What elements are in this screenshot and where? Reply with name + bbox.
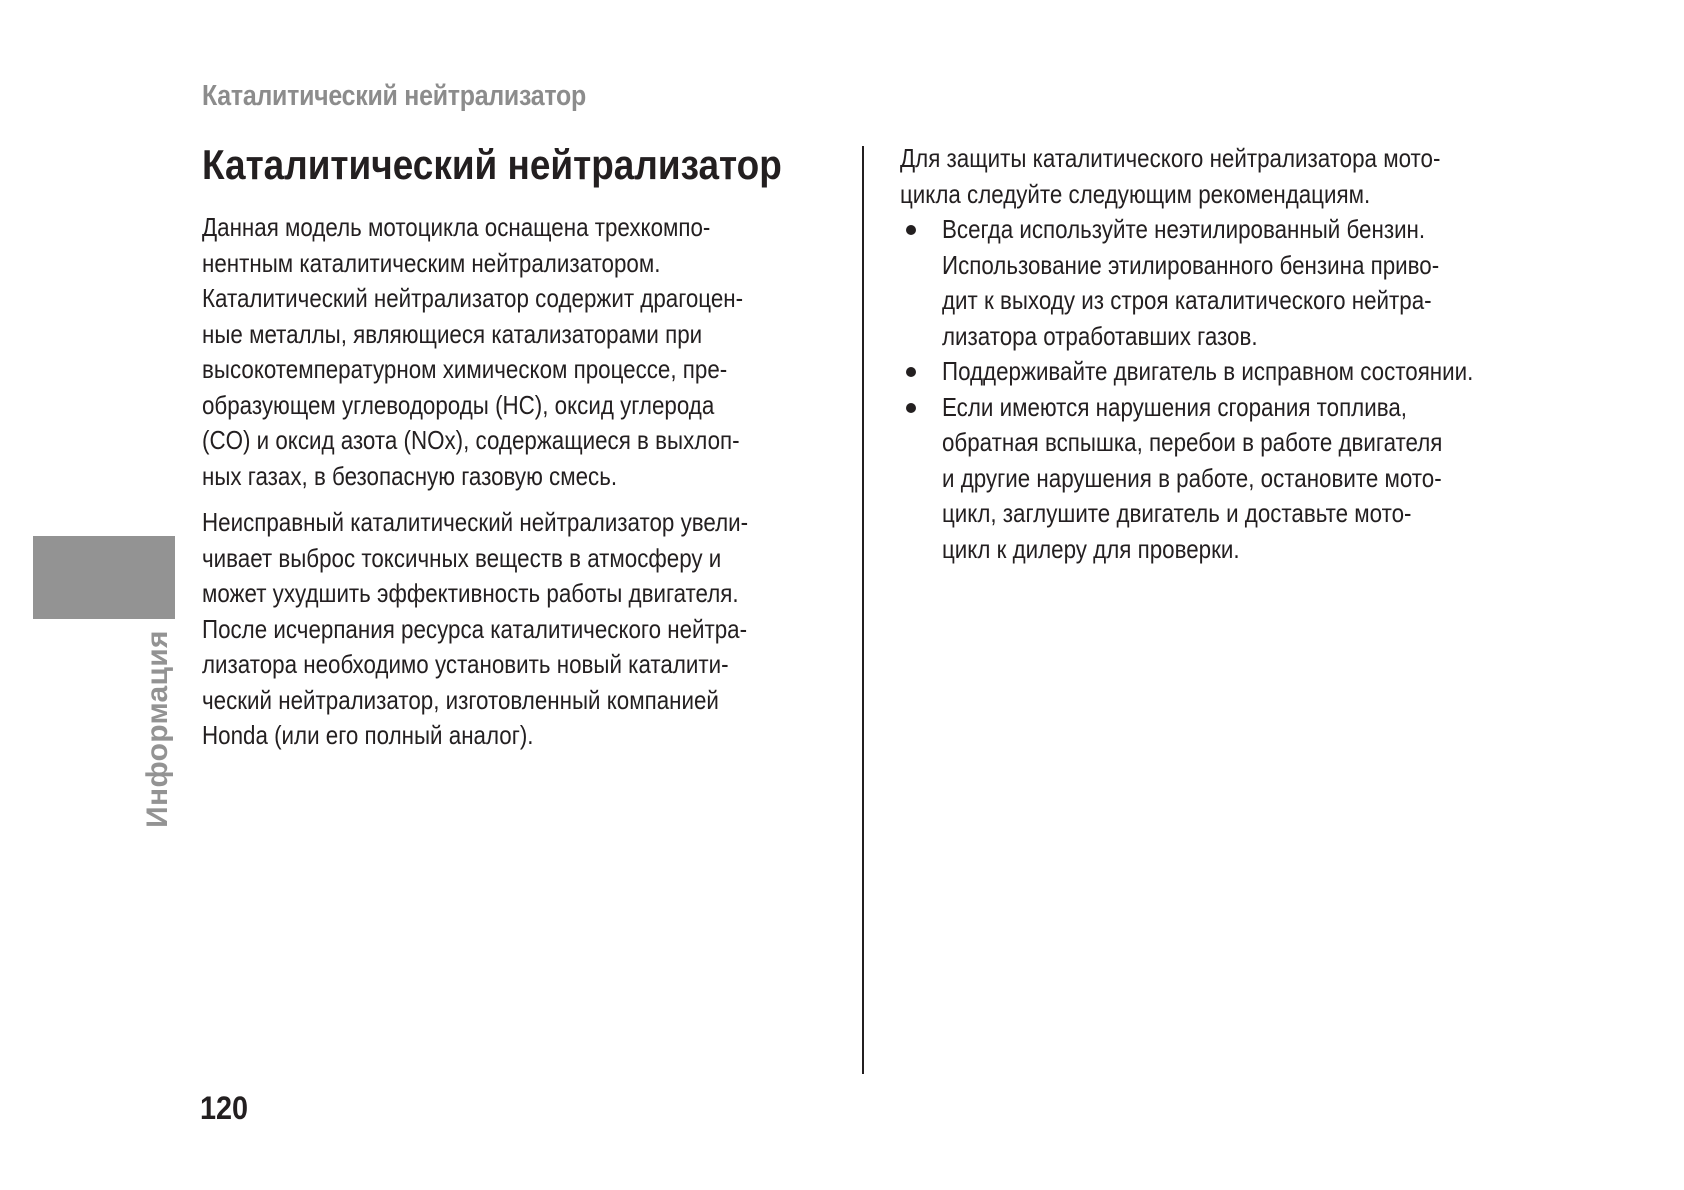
bullet-icon — [906, 225, 916, 235]
list-item — [900, 212, 1560, 354]
text-line: ных газах, в безопасную газовую смесь. — [202, 460, 618, 491]
column-divider — [862, 146, 864, 1074]
section-label: Информация — [141, 630, 174, 828]
bullet-icon — [906, 367, 916, 377]
left-column — [202, 138, 842, 765]
text-line: Данная модель мотоцикла оснащена трехкомпо- — [202, 212, 711, 242]
text-line: обратная вспышка, перебои в работе двигателя — [942, 427, 1443, 457]
text-line: лизатора необходимо установить новый каталити- — [202, 649, 729, 679]
page-number: 120 — [200, 1090, 249, 1126]
intro-paragraph — [900, 141, 1560, 212]
text-line: Поддерживайте двигатель в исправном состоянии. — [942, 356, 1474, 386]
section-tab — [33, 536, 175, 619]
text-line: (CO) и оксид азота (NOx), содержащиеся в выхлоп- — [202, 425, 740, 455]
text-line: Honda (или его полный аналог). — [202, 720, 534, 750]
text-line: может ухудшить эффективность работы двигателя. — [202, 578, 739, 608]
text-line: Каталитический нейтрализатор содержит драгоцен- — [202, 283, 744, 313]
text-line: лизатора отработавших газов. — [942, 320, 1258, 351]
text-line: и другие нарушения в работе, остановите мото- — [942, 462, 1442, 493]
text-line: цикл к дилеру для проверки. — [942, 533, 1240, 564]
bullet-icon — [906, 403, 916, 413]
paragraph-1 — [202, 210, 842, 494]
list-item — [900, 390, 1560, 568]
text-line: После исчерпания ресурса каталитического нейтра- — [202, 613, 748, 644]
text-line: ческий нейтрализатор, изготовленный компанией — [202, 684, 719, 715]
text-line: чивает выброс токсичных веществ в атмосферу и — [202, 542, 722, 573]
text-line: Если имеются нарушения сгорания топлива, — [942, 391, 1408, 422]
page-title: Каталитический нейтрализатор — [202, 141, 782, 188]
text-line: Всегда используйте неэтилированный бензин. — [942, 214, 1426, 244]
paragraph-2 — [202, 505, 842, 754]
right-column — [900, 141, 1560, 567]
text-line: цикл, заглушите двигатель и доставьте мото- — [942, 498, 1412, 528]
text-line: высокотемпературном химическом процессе, пре- — [202, 354, 728, 384]
text-line: дит к выходу из строя каталитического нейтра- — [942, 285, 1432, 315]
list-item — [900, 354, 1560, 390]
text-line: ные металлы, являющиеся катализаторами при — [202, 318, 703, 349]
text-line: Для защиты каталитического нейтрализатора мото- — [900, 143, 1441, 173]
text-line: Неисправный каталитический нейтрализатор увели- — [202, 507, 749, 537]
text-line: образующем углеводороды (HC), оксид углерода — [202, 389, 715, 420]
text-line: Использование этилированного бензина приво- — [942, 249, 1440, 280]
text-line: цикла следуйте следующим рекомендациям. — [900, 178, 1371, 209]
recommendation-list — [900, 212, 1560, 567]
running-header: Каталитический нейтрализатор — [202, 80, 587, 112]
text-line: нентным каталитическим нейтрализатором. — [202, 247, 661, 278]
